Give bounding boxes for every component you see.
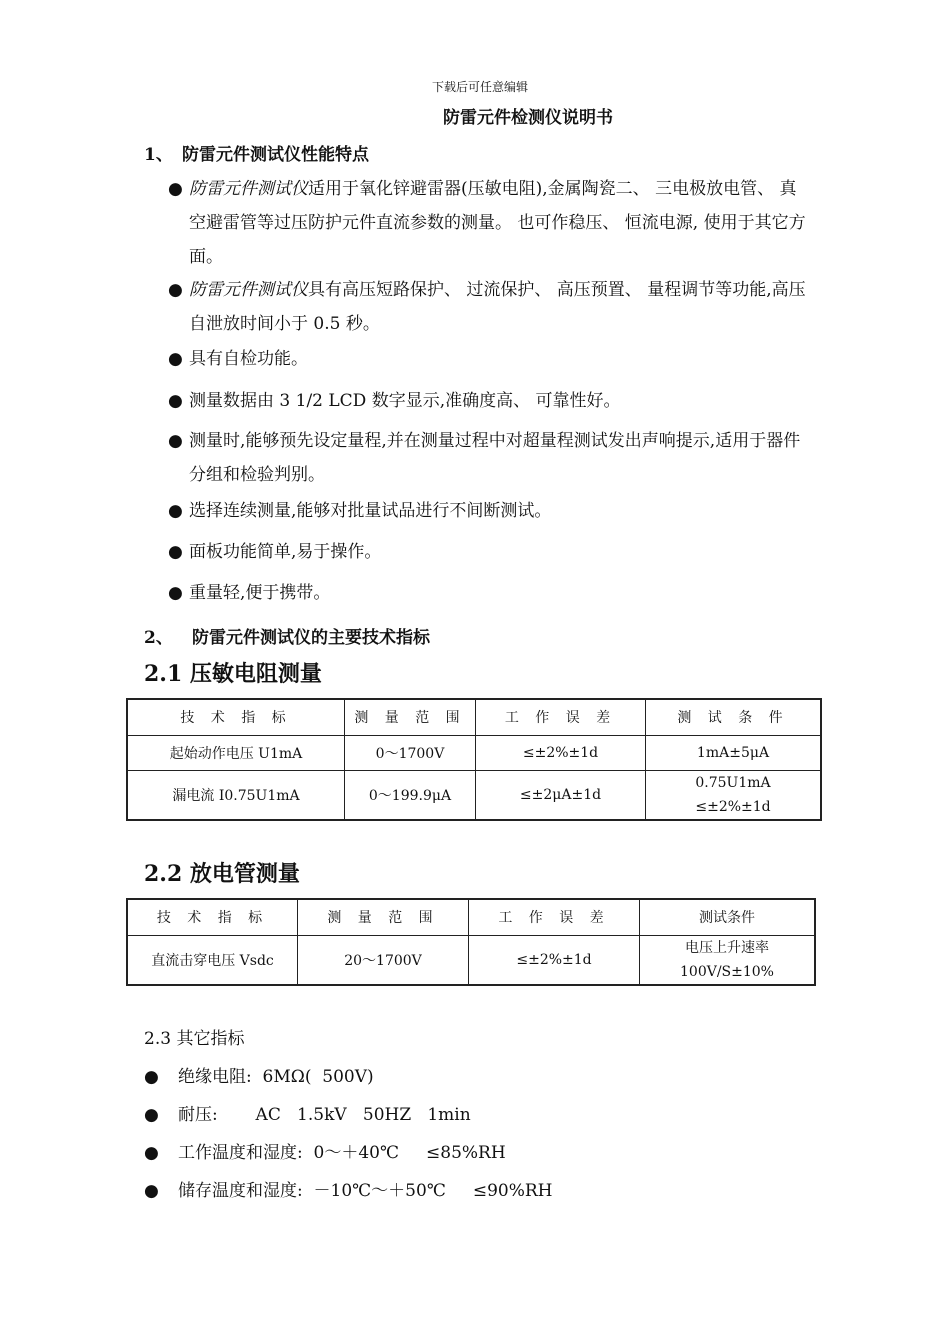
spec-text: 工作温度和湿度: 0～＋40℃ ≤85%RH bbox=[178, 1143, 506, 1163]
spec-text: 储存温度和湿度: －10℃～＋50℃ ≤90%RH bbox=[178, 1181, 553, 1201]
table-cell: 0～199.9μA bbox=[345, 770, 476, 820]
table-cell: ≤±2μA±1d bbox=[476, 770, 646, 820]
section-number: 1、 bbox=[144, 145, 173, 165]
cell-line: 电压上升速率 bbox=[685, 939, 769, 956]
subsection-2-1-title: 2.1 压敏电阻测量 bbox=[144, 661, 322, 687]
bullet-icon: ● bbox=[144, 1143, 159, 1163]
bullet-icon: ● bbox=[168, 542, 183, 562]
section-1-heading bbox=[144, 140, 369, 165]
section-title: 防雷元件测试仪的主要技术指标 bbox=[192, 628, 430, 648]
spec-text: 耐压: AC 1.5kV 50HZ 1min bbox=[178, 1105, 471, 1125]
discharge-tube-spec-table bbox=[126, 898, 816, 986]
feature-bullet bbox=[168, 384, 808, 418]
bullet-text: 具有自检功能。 bbox=[189, 349, 308, 369]
product-name: 防雷元件测试仪 bbox=[189, 280, 308, 300]
bullet-text: 测量时,能够预先设定量程,并在测量过程中对超量程测试发出声响提示,适用于器件分组和检验判别。 bbox=[189, 431, 801, 485]
table-cell bbox=[646, 770, 822, 820]
document-title: 防雷元件检测仪说明书 bbox=[443, 108, 613, 128]
table-header-cell: 工 作 误 差 bbox=[476, 699, 646, 735]
table-cell: 0～1700V bbox=[345, 735, 476, 770]
cell-line: ≤±2%±1d bbox=[695, 798, 771, 815]
table-cell: 起始动作电压 U1mA bbox=[127, 735, 345, 770]
table-header-cell: 测 量 范 围 bbox=[298, 899, 469, 935]
table-cell: ≤±2%±1d bbox=[469, 935, 640, 985]
bullet-icon: ● bbox=[168, 280, 183, 300]
feature-bullet bbox=[168, 494, 808, 528]
section-title: 防雷元件测试仪性能特点 bbox=[182, 145, 369, 165]
spec-text: 绝缘电阻: 6MΩ( 500V) bbox=[178, 1067, 374, 1087]
table-header-cell: 测 试 条 件 bbox=[646, 699, 822, 735]
feature-bullet bbox=[168, 424, 808, 492]
table-row bbox=[127, 935, 815, 985]
bullet-text: 具有高压短路保护、 过流保护、 高压预置、 量程调节等功能,高压自泄放时间小于 0.5 秒。 bbox=[189, 280, 806, 334]
subsection-2-3-title: 2.3 其它指标 bbox=[144, 1029, 245, 1049]
cell-line: 100V/S±10% bbox=[680, 963, 774, 980]
bullet-text: 面板功能简单,易于操作。 bbox=[189, 542, 382, 562]
table-header-cell: 技 术 指 标 bbox=[127, 899, 298, 935]
bullet-icon: ● bbox=[168, 583, 183, 603]
bullet-icon: ● bbox=[168, 501, 183, 521]
table-cell: 20～1700V bbox=[298, 935, 469, 985]
table-cell: ≤±2%±1d bbox=[476, 735, 646, 770]
table-cell: 直流击穿电压 Vsdc bbox=[127, 935, 298, 985]
feature-bullet bbox=[168, 535, 808, 569]
table-header-row bbox=[127, 899, 815, 935]
bullet-text: 测量数据由 3 1/2 LCD 数字显示,准确度高、 可靠性好。 bbox=[189, 391, 621, 411]
bullet-text: 选择连续测量,能够对批量试品进行不间断测试。 bbox=[189, 501, 552, 521]
table-header-cell: 技 术 指 标 bbox=[127, 699, 345, 735]
spec-list-item bbox=[144, 1138, 506, 1163]
spec-list-item bbox=[144, 1176, 553, 1201]
spec-list-item bbox=[144, 1100, 471, 1125]
bullet-icon: ● bbox=[168, 431, 183, 451]
table-row bbox=[127, 770, 821, 820]
table-header-row bbox=[127, 699, 821, 735]
header-note: 下载后可任意编辑 bbox=[431, 80, 528, 94]
section-2-heading bbox=[144, 623, 430, 648]
table-header-cell: 测试条件 bbox=[640, 899, 816, 935]
cell-line: 0.75U1mA bbox=[695, 774, 771, 791]
subsection-2-2-title: 2.2 放电管测量 bbox=[144, 861, 300, 887]
varistor-spec-table bbox=[126, 698, 822, 821]
table-header-cell: 测 量 范 围 bbox=[345, 699, 476, 735]
spec-list-item bbox=[144, 1062, 374, 1087]
feature-bullet bbox=[168, 576, 808, 610]
table-cell: 漏电流 I0.75U1mA bbox=[127, 770, 345, 820]
bullet-icon: ● bbox=[168, 179, 183, 199]
feature-bullet bbox=[168, 273, 808, 341]
feature-bullet bbox=[168, 342, 808, 376]
bullet-icon: ● bbox=[144, 1067, 159, 1087]
table-row bbox=[127, 735, 821, 770]
table-header-cell: 工 作 误 差 bbox=[469, 899, 640, 935]
bullet-icon: ● bbox=[168, 349, 183, 369]
feature-bullet bbox=[168, 172, 808, 274]
table-cell bbox=[640, 935, 816, 985]
bullet-text: 重量轻,便于携带。 bbox=[189, 583, 331, 603]
bullet-text: 适用于氧化锌避雷器(压敏电阻),金属陶瓷二、 三电极放电管、 真空避雷管等过压防护元件直流参数的测量。 也可作稳压、 恒流电源, 使用于其它方面。 bbox=[189, 179, 806, 267]
product-name: 防雷元件测试仪 bbox=[189, 179, 308, 199]
bullet-icon: ● bbox=[144, 1181, 159, 1201]
bullet-icon: ● bbox=[144, 1105, 159, 1125]
bullet-icon: ● bbox=[168, 391, 183, 411]
section-number: 2、 bbox=[144, 628, 173, 648]
table-cell: 1mA±5μA bbox=[646, 735, 822, 770]
